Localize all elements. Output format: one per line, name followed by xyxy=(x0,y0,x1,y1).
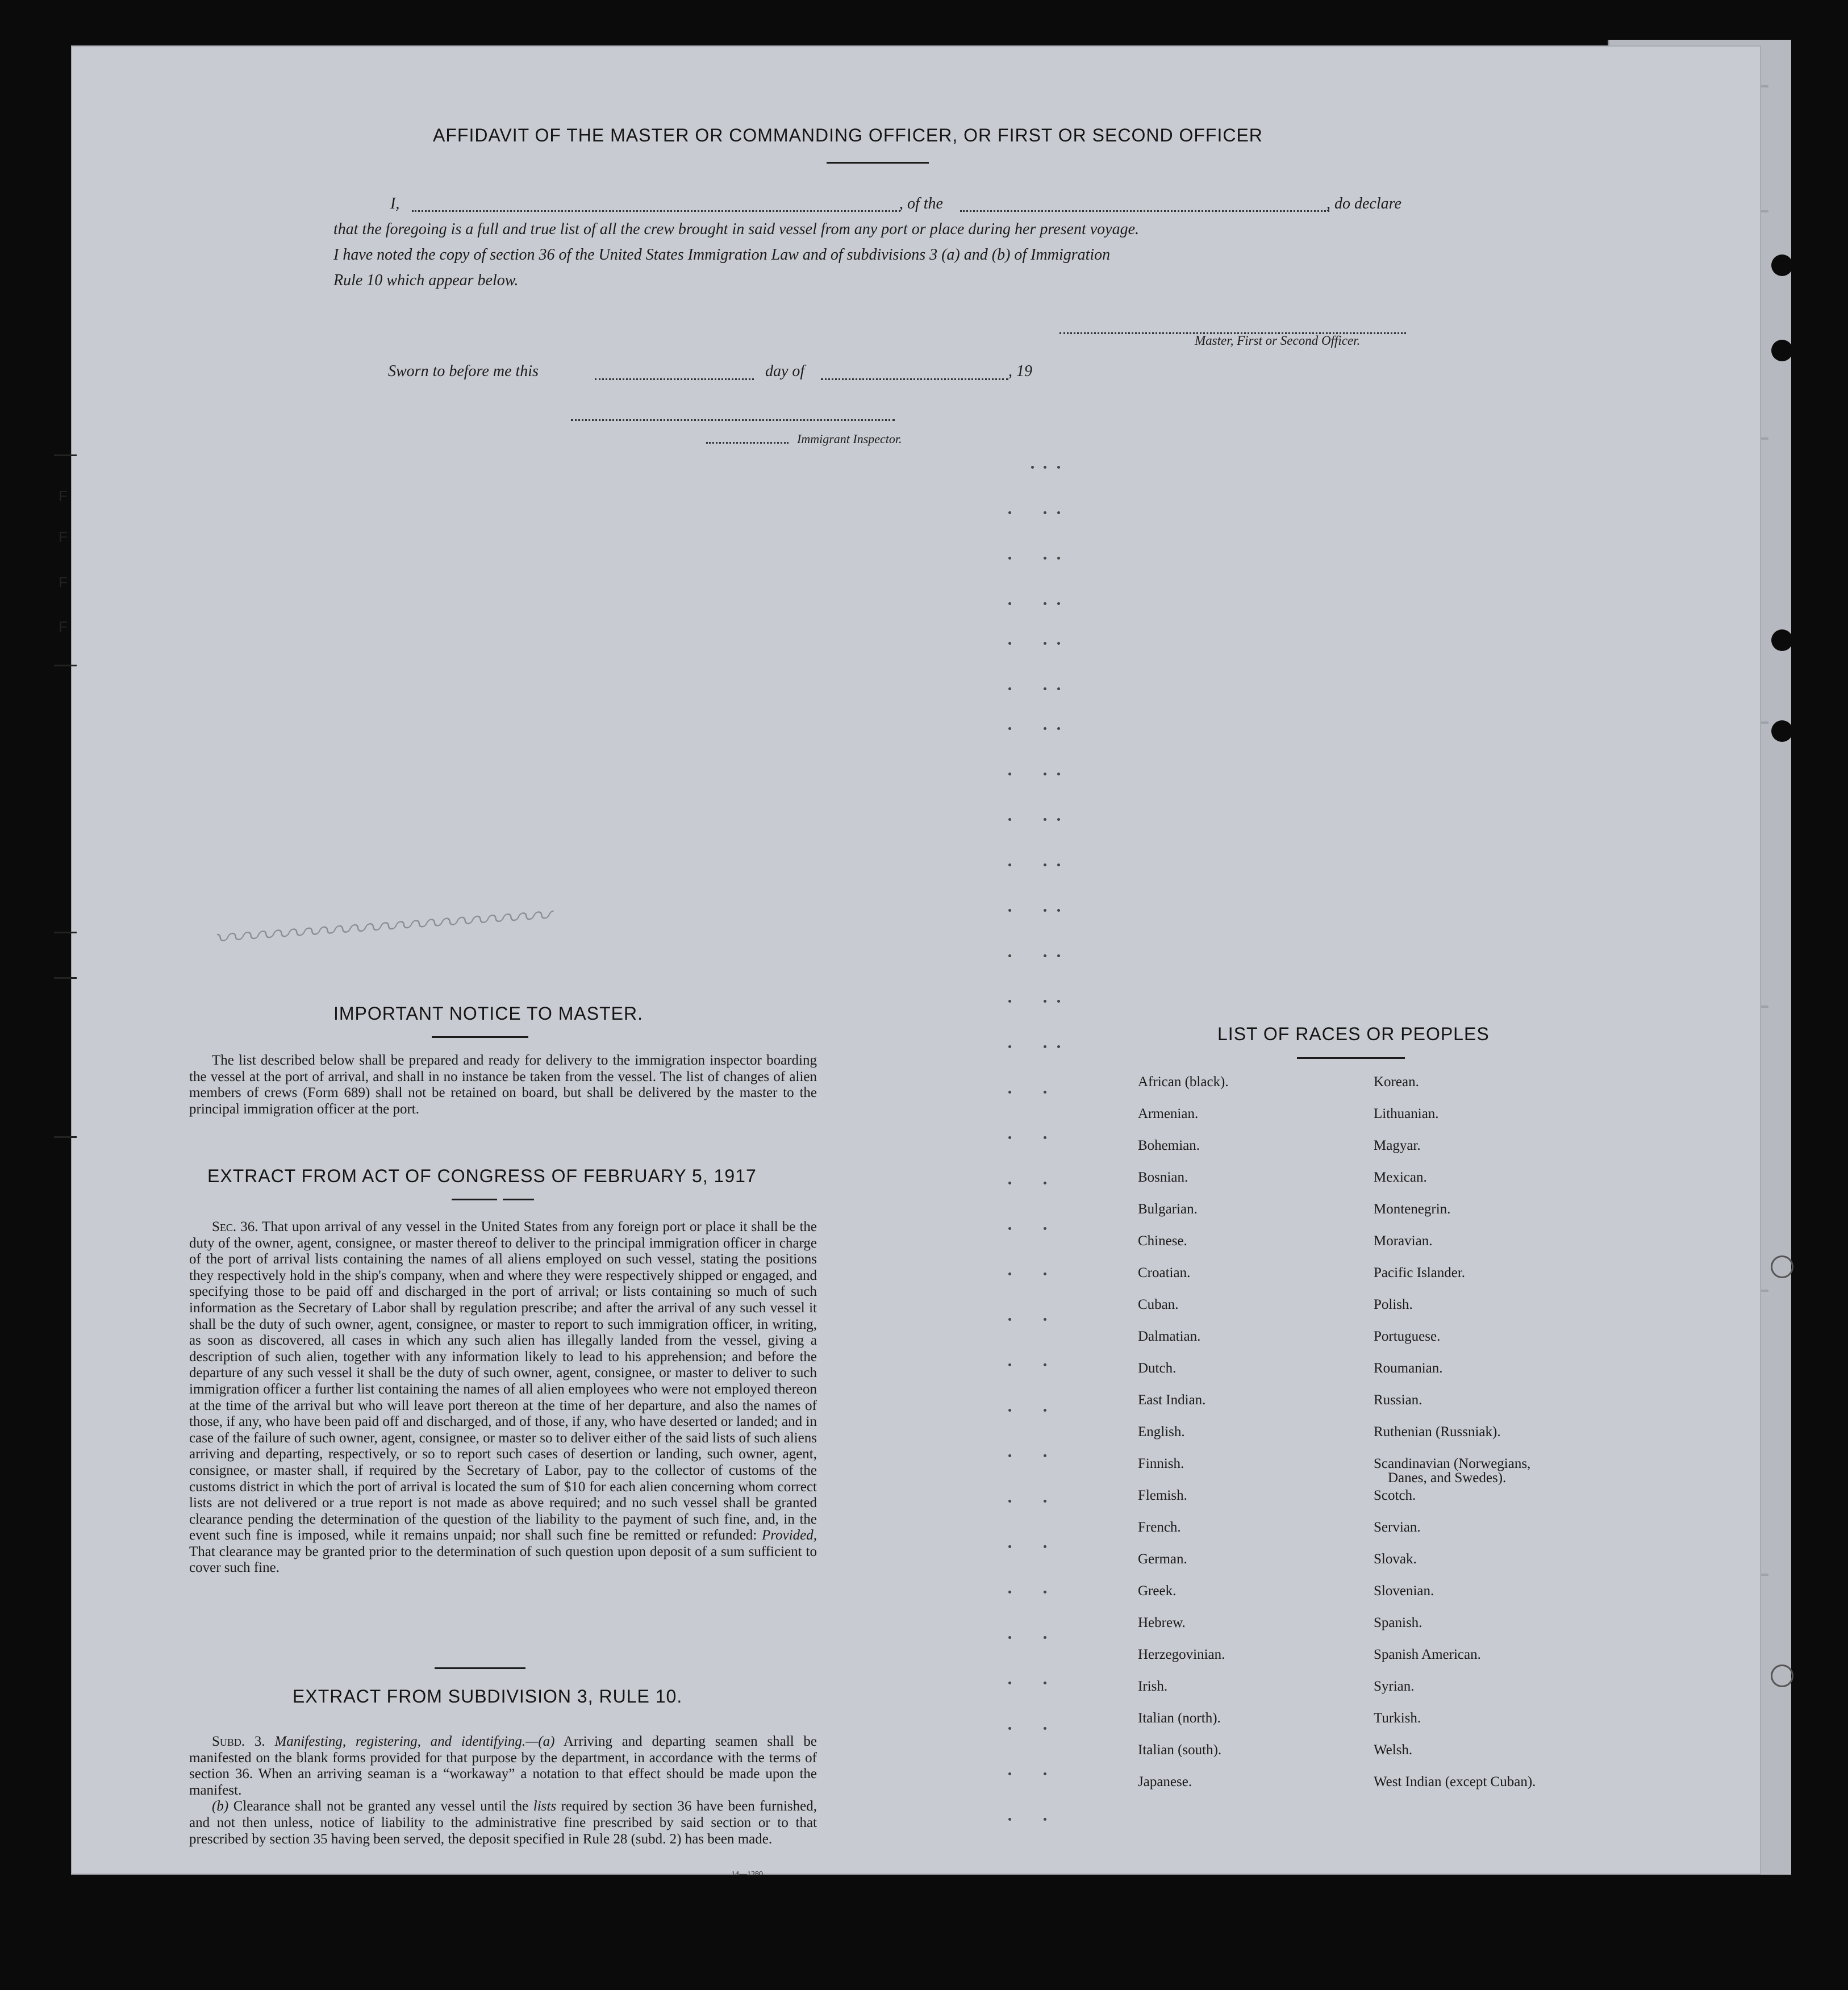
race-item: Italian (south). xyxy=(1138,1742,1222,1758)
race-item: Bulgarian. xyxy=(1138,1201,1198,1217)
race-item: Ruthenian (Russniak). xyxy=(1374,1424,1501,1440)
race-item: Spanish American. xyxy=(1374,1647,1481,1662)
sworn-year: , 19 xyxy=(1008,362,1032,380)
race-item: Pacific Islander. xyxy=(1374,1265,1466,1280)
act-extract-title: EXTRACT FROM ACT OF CONGRESS OF FEBRUARY 5, 1917 xyxy=(207,1166,757,1186)
inspector-prefix-dots xyxy=(706,442,789,444)
race-item: Chinese. xyxy=(1138,1233,1187,1249)
race-item: Spanish. xyxy=(1374,1615,1422,1630)
race-item: Magyar. xyxy=(1374,1138,1421,1153)
punch-hole xyxy=(1771,340,1793,361)
race-item: East Indian. xyxy=(1138,1392,1206,1408)
margin-fragment: F xyxy=(59,574,68,591)
race-item: Croatian. xyxy=(1138,1265,1191,1280)
affidavit-of-the: , of the xyxy=(899,195,943,212)
affidavit-declare: , do declare xyxy=(1326,195,1401,212)
race-item: Scandinavian (Norwegians, xyxy=(1374,1456,1531,1471)
race-item: West Indian (except Cuban). xyxy=(1374,1774,1536,1789)
races-title: LIST OF RACES OR PEOPLES xyxy=(1217,1024,1490,1044)
race-item: Herzegovinian. xyxy=(1138,1647,1225,1662)
race-item: Polish. xyxy=(1374,1297,1413,1312)
vessel-blank[interactable] xyxy=(960,210,1329,212)
sworn-prefix: Sworn to before me this xyxy=(388,362,539,380)
punch-hole xyxy=(1771,255,1793,276)
race-item: Roumanian. xyxy=(1374,1361,1443,1376)
affidavit-line2: that the foregoing is a full and true list of all the crew brought in said vessel from any port or place during her present voyage. xyxy=(333,220,1140,238)
race-item: Montenegrin. xyxy=(1374,1201,1451,1217)
race-item: African (black). xyxy=(1138,1074,1229,1090)
act-extract-text: Sec. 36. That upon arrival of any vessel in the United States from any foreign port or place it shall be the duty of the owner, agent, consignee, or master thereof to deliver to the principal immigration officer in charge of the port of arrival lists containing the names of all aliens employed on such vessel, stating the positions they respectively hold in the ship's company, when and where they were respectively shipped or engaged, and specifying those to be paid off and discharged in the port of arrival; or lists containing so much of such information as the Secretary of Labor shall by regulation prescribe; and after the arrival of any such vessel it shall be the duty of such owner, agent, consignee, or master to report to such immigration officer, in writing, as soon as discovered, all cases in which any such alien has illegally landed from the vessel, giving a description of such alien, together with any information likely to lead to his apprehension; and before the departure of any such vessel it shall be the duty of such owner, agent, consignee, or master to deliver to such immigration officer a further list containing the names of all alien employees who were not employed thereon at the time of the arrival but who will leave port thereon at the time of her departure, and also the names of those, if any, who have been paid off and discharged, and of those, if any, who have deserted or landed; and in case of the failure of such owner, agent, consignee, or master so to deliver either of the said lists of such aliens arriving and departing, respectively, or so to report such cases of desertion or landing, such owner, agent, consignee, or master shall, if required by the Secretary of Labor, pay to the collector of customs of the customs district in which the port of arrival is located the sum of $10 for each alien concerning whom correct lists are not delivered or a true report is not made as above required; and no such vessel shall be granted clearance pending the determination of the question of the liability to the payment of such fine, and, in the event such fine is imposed, while it remains unpaid; nor shall such fine be remitted or refunded: Provided, That clearance may be granted prior to the determination of such question upon deposit of a sum sufficient to cover such fine. xyxy=(189,1219,817,1576)
race-item: Greek. xyxy=(1138,1583,1177,1599)
race-item: Armenian. xyxy=(1138,1106,1199,1121)
race-item: Portuguese. xyxy=(1374,1329,1441,1344)
race-item: Dutch. xyxy=(1138,1361,1177,1376)
race-item: Irish. xyxy=(1138,1679,1168,1694)
race-item: Russian. xyxy=(1374,1392,1422,1408)
pencil-annotation: 〰〰〰〰〰〰〰〰〰〰〰 xyxy=(212,899,552,957)
race-item: Korean. xyxy=(1374,1074,1419,1090)
margin-fragment: F xyxy=(59,528,68,545)
margin-fragment: F xyxy=(59,487,68,504)
affidavit-title: AFFIDAVIT OF THE MASTER OR COMMANDING OFFICER, OR FIRST OR SECOND OFFICER xyxy=(433,125,1263,145)
sworn-day-blank[interactable] xyxy=(595,378,754,380)
rule-extract-title: EXTRACT FROM SUBDIVISION 3, RULE 10. xyxy=(293,1686,683,1707)
race-item: Syrian. xyxy=(1374,1679,1415,1694)
signature-caption: Master, First or Second Officer. xyxy=(1195,333,1361,348)
race-item: Lithuanian. xyxy=(1374,1106,1439,1121)
race-item: Slovak. xyxy=(1374,1551,1417,1567)
name-blank[interactable] xyxy=(412,210,900,212)
race-item: Flemish. xyxy=(1138,1488,1187,1503)
race-item: Bohemian. xyxy=(1138,1138,1200,1153)
form-code: 14—1280 xyxy=(731,1870,763,1879)
punch-hole xyxy=(1771,629,1793,651)
affidavit-line4: Rule 10 which appear below. xyxy=(333,272,519,289)
race-item: German. xyxy=(1138,1551,1187,1567)
notice-text: The list described below shall be prepared and ready for delivery to the immigration inspector boarding the vessel at the port of arrival, and shall in no instance be taken from the vessel. The list of changes of alien members of crews (Form 689) shall not be retained on board, but shall be delivered by the master to the principal immigration officer at the port. xyxy=(189,1053,817,1117)
race-item: Scotch. xyxy=(1374,1488,1416,1503)
race-item: Servian. xyxy=(1374,1520,1421,1535)
race-item-continuation: Danes, and Swedes). xyxy=(1388,1470,1507,1486)
margin-fragment: F xyxy=(59,618,68,635)
race-item: Cuban. xyxy=(1138,1297,1179,1312)
race-item: Mexican. xyxy=(1374,1170,1427,1185)
race-item: Italian (north). xyxy=(1138,1711,1221,1726)
race-item: Slovenian. xyxy=(1374,1583,1434,1599)
rule-extract-text: Subd. 3. Manifesting, registering, and identifying.—(a) Arriving and departing seamen shall be manifested on the blank forms provided for that purpose by the department, in accordance with the terms of section 36. When an arriving seaman is a “workaway” a notation to that effect should be made upon the manifest. (b) Clearance shall not be granted any vessel until the lists required by section 36 have been furnished, and not then unless, notice of liability to the administrative fine prescribed by said section or to that prescribed by section 35 having been served, the deposit specified in Rule 28 (subd. 2) has been made. xyxy=(189,1734,817,1847)
race-item: Finnish. xyxy=(1138,1456,1184,1471)
form-page xyxy=(59,45,1761,1879)
inspector-caption: Immigrant Inspector. xyxy=(797,432,902,446)
race-item: Moravian. xyxy=(1374,1233,1433,1249)
sworn-month-blank[interactable] xyxy=(821,378,1008,380)
race-item: French. xyxy=(1138,1520,1181,1535)
affidavit-line3: I have noted the copy of section 36 of the United States Immigration Law and of subdivisions 3 (a) and (b) of Immigration xyxy=(333,246,1111,264)
sworn-day-of: day of xyxy=(765,362,805,380)
notice-title: IMPORTANT NOTICE TO MASTER. xyxy=(333,1003,643,1024)
punch-hole-ring xyxy=(1771,1255,1793,1278)
race-item: English. xyxy=(1138,1424,1185,1440)
affidavit-i: I, xyxy=(390,195,400,212)
race-item: Welsh. xyxy=(1374,1742,1413,1758)
race-item: Japanese. xyxy=(1138,1774,1192,1789)
punch-hole xyxy=(1771,720,1793,742)
punch-hole-ring xyxy=(1771,1664,1793,1687)
inspector-signature-blank[interactable] xyxy=(571,419,895,421)
race-item: Hebrew. xyxy=(1138,1615,1186,1630)
race-item: Bosnian. xyxy=(1138,1170,1188,1185)
race-item: Turkish. xyxy=(1374,1711,1421,1726)
race-item: Dalmatian. xyxy=(1138,1329,1201,1344)
